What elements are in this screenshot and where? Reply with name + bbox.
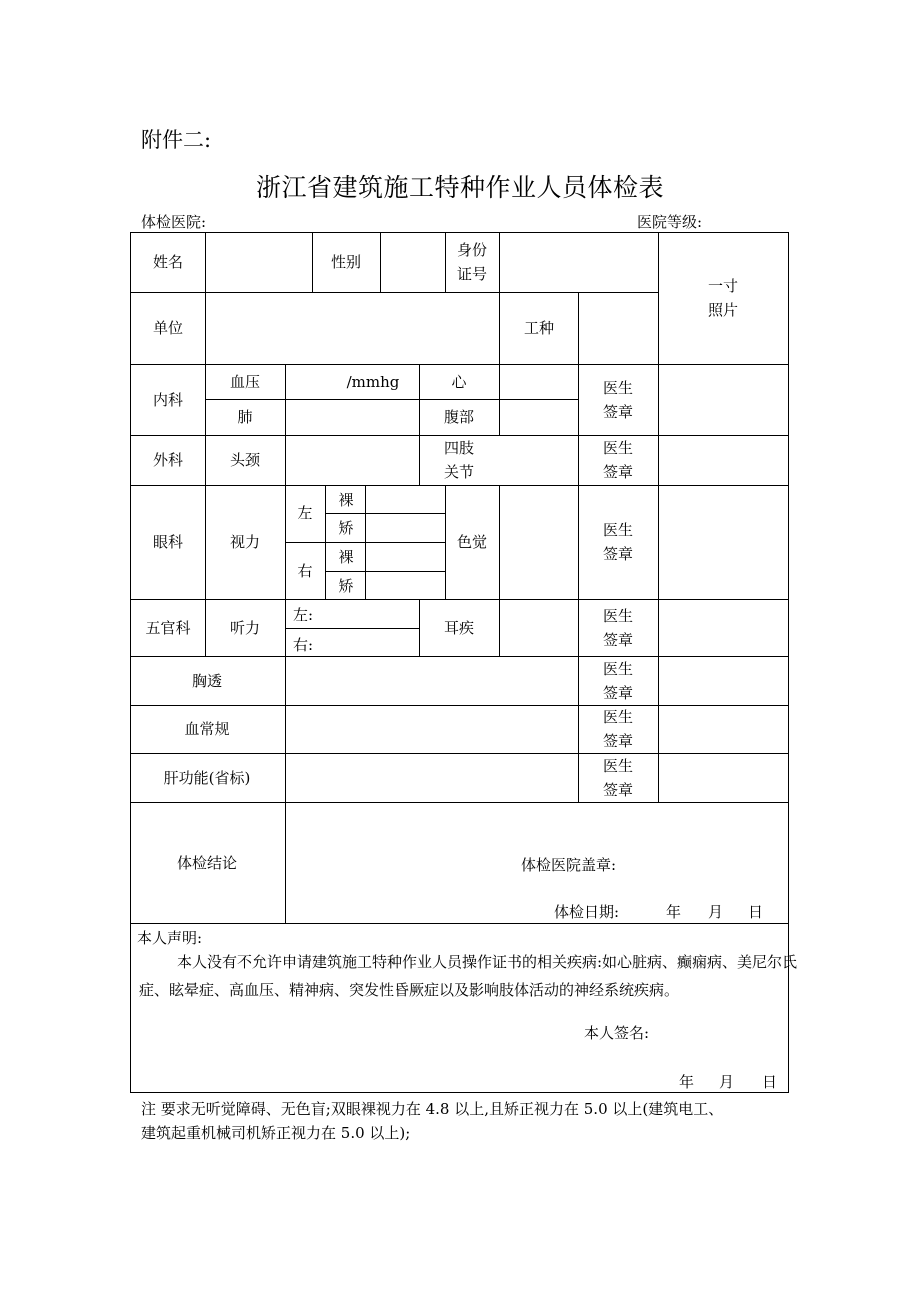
- corrected-vision-label: 矫: [338, 519, 354, 537]
- signature-label: 本人签名:: [584, 1024, 650, 1042]
- note-line2: 建筑起重机械司机矫正视力在 5.0 以上);: [141, 1124, 411, 1142]
- form-title: 浙江省建筑施工特种作业人员体检表: [255, 173, 664, 202]
- blood-pressure-unit: /mmhg: [346, 373, 400, 391]
- id-label-line2: 证号: [456, 265, 488, 283]
- left-ear-label: 左:: [293, 606, 314, 624]
- ear-disease-label: 耳疾: [443, 619, 475, 637]
- limbs-label-line1: 四肢: [443, 439, 475, 457]
- lung-label: 肺: [237, 408, 253, 426]
- doctor-sign-label: 签章: [602, 781, 634, 799]
- blood-routine-label: 血常规: [184, 720, 230, 738]
- right-eye-label: 右: [297, 562, 313, 580]
- hearing-label: 听力: [229, 619, 261, 637]
- corrected-vision-label: 矫: [338, 577, 354, 595]
- right-ear-label: 右:: [293, 636, 314, 654]
- doctor-sign-label: 医生: [602, 708, 634, 726]
- hospital-grade-label: 医院等级:: [637, 213, 703, 231]
- month-label: 月: [719, 1073, 735, 1091]
- name-label: 姓名: [152, 253, 184, 271]
- ophthalmology-label: 眼科: [152, 533, 184, 551]
- naked-vision-label: 裸: [338, 548, 354, 566]
- color-vision-label: 色觉: [456, 533, 488, 551]
- gender-label: 性别: [330, 253, 362, 271]
- abdomen-label: 腹部: [443, 408, 475, 426]
- photo-label-line1: 一寸: [707, 277, 739, 295]
- unit-label: 单位: [152, 319, 184, 337]
- doctor-sign-label: 医生: [602, 757, 634, 775]
- day-label: 日: [748, 903, 764, 921]
- left-eye-label: 左: [297, 504, 313, 522]
- note-line1: 注 要求无听觉障碍、无色盲;双眼裸视力在 4.8 以上,且矫正视力在 5.0 以上(建筑电工、: [141, 1100, 724, 1118]
- photo-label-line2: 照片: [707, 301, 739, 319]
- doctor-sign-label: 医生: [602, 439, 634, 457]
- exam-date-label: 体检日期:: [554, 903, 620, 921]
- job-type-label: 工种: [523, 319, 555, 337]
- doctor-sign-label: 医生: [602, 607, 634, 625]
- year-label: 年: [666, 903, 682, 921]
- doctor-sign-label: 医生: [602, 379, 634, 397]
- conclusion-label: 体检结论: [176, 854, 238, 872]
- doctor-sign-label: 签章: [602, 631, 634, 649]
- hospital-stamp-label: 体检医院盖章:: [521, 856, 617, 874]
- doctor-sign-label: 签章: [602, 463, 634, 481]
- doctor-sign-label: 医生: [602, 521, 634, 539]
- limbs-label-line2: 关节: [443, 463, 475, 481]
- blood-pressure-label: 血压: [229, 373, 261, 391]
- naked-vision-label: 裸: [338, 491, 354, 509]
- statement-title: 本人声明:: [137, 929, 203, 947]
- year-label: 年: [679, 1073, 695, 1091]
- day-label: 日: [762, 1073, 778, 1091]
- doctor-sign-label: 签章: [602, 684, 634, 702]
- doctor-sign-label: 签章: [602, 403, 634, 421]
- doctor-sign-label: 医生: [602, 660, 634, 678]
- liver-function-label: 肝功能(省标): [163, 769, 251, 787]
- ent-label: 五官科: [145, 619, 191, 637]
- hospital-label: 体检医院:: [141, 213, 207, 231]
- statement-body: 本人没有不允许申请建筑施工特种作业人员操作证书的相关疾病:如心脏病、癫痫病、美尼尔氏症、眩晕症、高血压、精神病、突发性昏厥症以及影响肢体活动的神经系统疾病。: [139, 953, 798, 999]
- month-label: 月: [708, 903, 724, 921]
- internal-medicine-label: 内科: [152, 391, 184, 409]
- surgery-label: 外科: [152, 451, 184, 469]
- head-neck-label: 头颈: [229, 451, 261, 469]
- chest-xray-label: 胸透: [191, 672, 223, 690]
- vision-label: 视力: [229, 533, 261, 551]
- doctor-sign-label: 签章: [602, 732, 634, 750]
- doctor-sign-label: 签章: [602, 545, 634, 563]
- heart-label: 心: [451, 373, 467, 391]
- attachment-label: 附件二:: [141, 128, 212, 152]
- id-label-line1: 身份: [456, 241, 488, 259]
